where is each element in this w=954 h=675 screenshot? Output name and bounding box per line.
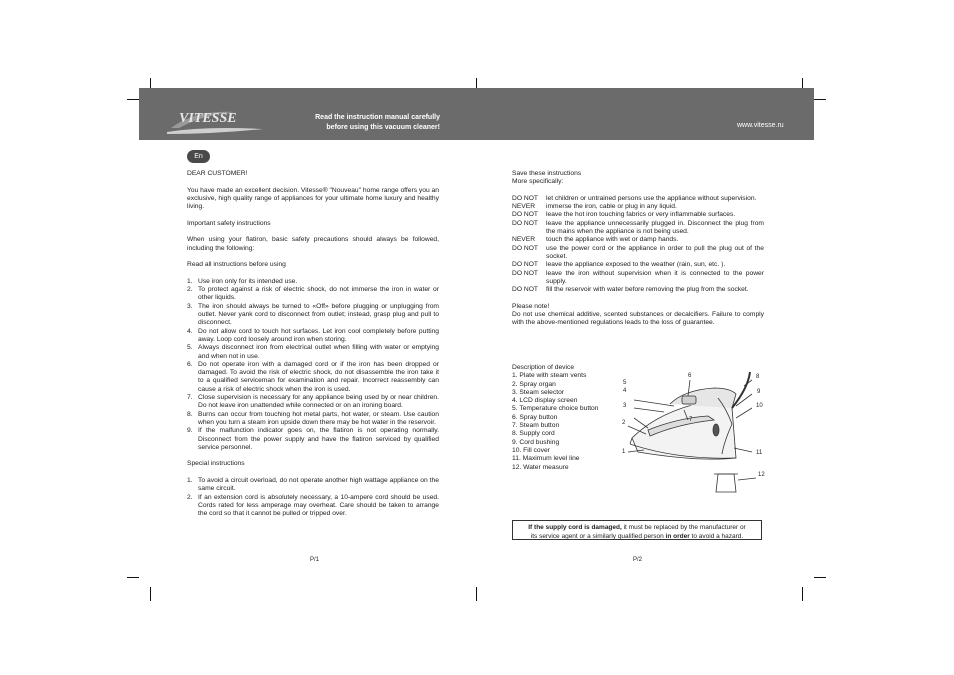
list-item: 2. To protect against a risk of electric shock, do not immerse the iron in water or other liquids. xyxy=(187,286,439,302)
part-item: 1. Plate with steam vents xyxy=(512,372,587,380)
crop-mark xyxy=(802,587,803,601)
diagram-label: 4 xyxy=(623,388,627,394)
brand-text: VITESSE xyxy=(179,111,237,126)
rule-row: DO NOT leave the appliance unnecessarily plugged in. Disconnect the plug from the mains when the appliance is not being used. xyxy=(512,219,764,236)
diagram-label: 6 xyxy=(688,373,692,379)
read-all-heading: Read all instructions before using xyxy=(187,261,286,269)
rule-row: DO NOT leave the hot iron touching fabrics or very inflammable surfaces. xyxy=(512,211,736,219)
diagram-label: 1 xyxy=(622,449,626,455)
part-item: 2. Spray organ xyxy=(512,380,556,388)
diagram-label: 2 xyxy=(622,420,626,426)
supply-cord-notice: If the supply cord is damaged, it must be replaced by the manufacturer or its service agent or a similarly qualified person in order to avoid a hazard. xyxy=(512,520,762,540)
crop-mark xyxy=(814,577,826,578)
crop-mark xyxy=(150,587,151,601)
page-number-left: P/1 xyxy=(310,557,320,563)
rule-row: DO NOT leave the appliance exposed to the weather (rain, sun, etc. ). xyxy=(512,261,726,269)
part-item: 7. Steam button xyxy=(512,422,560,430)
language-badge: En xyxy=(187,150,210,163)
safety-list xyxy=(187,278,439,452)
greeting: DEAR CUSTOMER! xyxy=(187,170,248,177)
diagram-label: 12 xyxy=(758,472,765,478)
rules-list xyxy=(512,195,764,295)
save-heading: Save these instructions xyxy=(512,170,582,177)
list-item: 4. Do not allow cord to touch hot surfaces. Let iron cool completely before putting away. Loop cord loosely around iron when storing. xyxy=(187,327,439,343)
list-item: 6. Do not operate iron with a damaged cord or if the iron has been dropped or damaged. To avoid the risk of electric shock, do not disassemble the iron take it to a qualified serviceman for examination and repair. Incorrect reassembly can cause a risk of electric shock when the iron is used. xyxy=(187,360,439,393)
list-item: 7. Close supervision is necessary for any appliance being used by or near children. Do not leave iron unattended while connected or on an ironing board. xyxy=(187,394,439,410)
rule-row: DO NOT leave the iron without supervision when it is connected to the power supply. xyxy=(512,269,764,285)
part-item: 10. Fill cover xyxy=(512,446,550,454)
vitesse-logo xyxy=(165,104,265,136)
intro-paragraph: You have made an excellent decision. Vitesse® "Nouveau" home range offers you an exclusive, high quality range of appliances for your ultimate home luxury and healthy living. xyxy=(187,186,439,211)
rule-row: NEVER immerse the iron, cable or plug in any liquid. xyxy=(512,203,677,211)
list-item: 1. Use iron only for its intended use. xyxy=(187,277,298,285)
diagram-label: 9 xyxy=(757,389,761,395)
note-text: Do not use chemical additive, scented substances or decalcifiers. Failure to comply with the above-mentioned regulations leads to the loss of guarantee. xyxy=(512,311,764,327)
rule-row: NEVER touch the appliance with wet or damp hands. xyxy=(512,236,679,244)
crop-mark xyxy=(814,99,826,100)
part-item: 11. Maximum level line xyxy=(512,455,580,463)
iron-diagram xyxy=(618,368,768,500)
left-column xyxy=(187,170,439,518)
part-item: 6. Spray button xyxy=(512,413,558,421)
part-item: 9. Cord bushing xyxy=(512,438,560,446)
part-item: 8. Supply cord xyxy=(512,430,555,438)
list-item: 8. Burns can occur from touching hot metal parts, hot water, or steam. Use caution when you turn a steam iron upside down there may be hot water in the reservoir. xyxy=(187,410,439,426)
list-item: 5. Always disconnect iron from electrical outlet when filling with water or emptying and when not in use. xyxy=(187,344,439,360)
diagram-label: 8 xyxy=(756,374,760,380)
diagram-label: 3 xyxy=(623,403,627,409)
device-description xyxy=(512,364,622,472)
part-item: 4. LCD display screen xyxy=(512,397,578,405)
note-title: Please note! xyxy=(512,302,550,310)
rule-row: DO NOT use the power cord or the appliance in order to pull the plug out of the socket. xyxy=(512,244,764,260)
safety-title: Important safety instructions xyxy=(187,219,271,227)
description-title: Description of device xyxy=(512,364,575,371)
diagram-label: 5 xyxy=(623,380,627,386)
list-item: 9. If the malfunction indicator goes on, the flatiron is not operating normally. Disconnect from the power supply and have the flatiron serviced by qualified service personnel. xyxy=(187,427,439,451)
crop-mark xyxy=(127,99,139,100)
list-item: 3. The iron should always be turned to «Off» before plugging or unplugging from outlet. Never yank cord to disconnect from outlet; instead, grasp plug and pull to disconnect. xyxy=(187,302,439,327)
part-item: 5. Temperature choice button xyxy=(512,405,599,413)
special-title: Special instructions xyxy=(187,460,245,468)
crop-mark xyxy=(127,577,139,578)
safety-intro: When using your flatiron, basic safety precautions should always be followed, including the following: xyxy=(187,236,439,252)
page-number-right: P/2 xyxy=(633,557,643,563)
list-item: 1. To avoid a circuit overload, do not operate another high wattage appliance on the same circuit. xyxy=(187,476,439,493)
website-link[interactable]: www.vitesse.ru xyxy=(737,122,784,129)
diagram-label: 11 xyxy=(756,450,763,456)
list-item: 2. If an extension cord is absolutely necessary, a 10-ampere cord should be used. Cords rated for less amperage may overheat. Care should be taken to arrange the cord so that it cannot be pulled or tripped over. xyxy=(187,493,439,518)
diagram-label: 10 xyxy=(756,403,763,409)
rule-row: DO NOT let children or untrained persons use the appliance without supervision. xyxy=(512,194,757,202)
crop-mark xyxy=(476,587,477,601)
part-item: 3. Steam selector xyxy=(512,388,565,396)
right-column xyxy=(512,170,764,328)
header-line-2: before using this vacuum cleaner! xyxy=(326,124,440,131)
header-notice xyxy=(270,113,440,133)
rule-row: DO NOT fill the reservoir with water before removing the plug from the socket. xyxy=(512,286,749,294)
specifically-heading: More specifically: xyxy=(512,178,564,186)
part-item: 12. Water measure xyxy=(512,463,569,471)
header-line-1: Read the instruction manual carefully xyxy=(315,114,440,121)
diagram-label: 7 xyxy=(689,417,693,423)
special-list xyxy=(187,477,439,518)
